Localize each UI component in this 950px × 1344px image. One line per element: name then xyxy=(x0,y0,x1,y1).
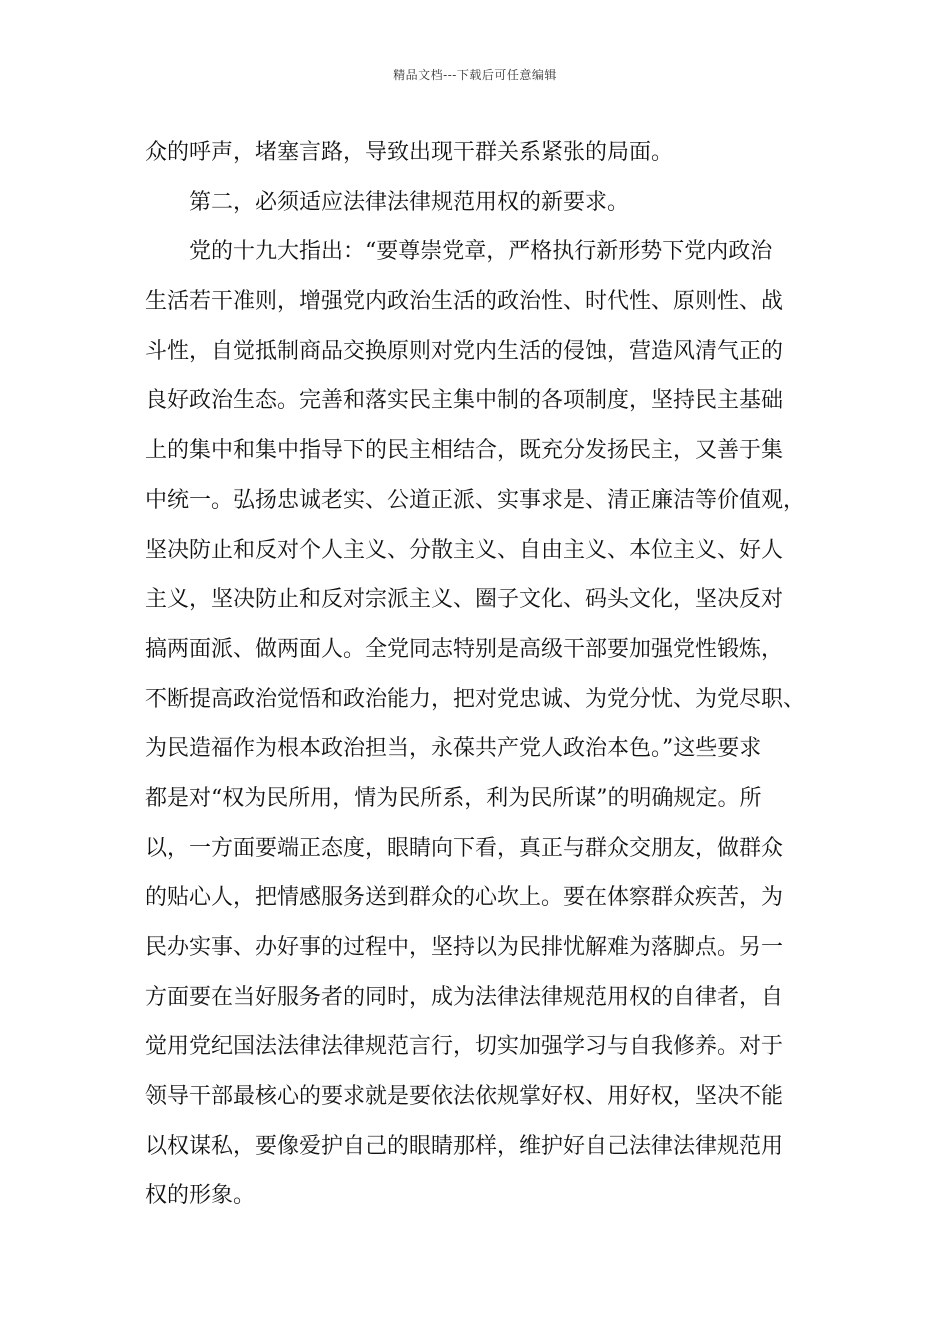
text-line: 中统一。弘扬忠诚老实、公道正派、实事求是、清正廉洁等价值观， xyxy=(145,487,806,513)
text-line: 方面要在当好服务者的同时，成为法律法律规范用权的自律者，自 xyxy=(145,984,784,1010)
text-line: 党的十九大指出：“要尊崇党章，严格执行新形势下党内政治 xyxy=(189,239,773,265)
text-line: 领导干部最核心的要求就是要依法依规掌好权、用好权，坚决不能 xyxy=(145,1084,784,1110)
section-heading: 第二，必须适应法律法律规范用权的新要求。 xyxy=(189,189,630,215)
text-line: 众的呼声，堵塞言路，导致出现干群关系紧张的局面。 xyxy=(145,140,674,165)
page-header: 精品文档---下载后可任意编辑 xyxy=(393,68,557,82)
text-line: 民办实事、办好事的过程中，坚持以为民排忧解难为落脚点。另一 xyxy=(145,935,784,960)
text-line: 觉用党纪国法法律法律规范言行，切实加强学习与自我修养。对于 xyxy=(145,1034,784,1060)
text-line: 都是对“权为民所用，情为民所系，利为民所谋”的明确规定。所 xyxy=(145,785,762,811)
text-line: 主义，坚决防止和反对宗派主义、圈子文化、码头文化，坚决反对 xyxy=(145,587,784,613)
text-line: 以权谋私，要像爱护自己的眼睛那样，维护好自己法律法律规范用 xyxy=(145,1133,784,1159)
text-line: 的贴心人，把情感服务送到群众的心坎上。要在体察群众疾苦，为 xyxy=(145,885,784,911)
text-line: 生活若干准则，增强党内政治生活的政治性、时代性、原则性、战 xyxy=(145,289,784,315)
text-line: 坚决防止和反对个人主义、分散主义、自由主义、本位主义、好人 xyxy=(145,537,784,563)
document-body xyxy=(145,128,825,1221)
text-line: 斗性，自觉抵制商品交换原则对党内生活的侵蚀，营造风清气正的 xyxy=(145,338,784,364)
text-line: 权的形象。 xyxy=(145,1183,256,1209)
text-line: 为民造福作为根本政治担当，永葆共产党人政治本色。”这些要求 xyxy=(145,736,762,762)
text-line: 以，一方面要端正态度，眼睛向下看，真正与群众交朋友，做群众 xyxy=(145,835,784,861)
text-line: 不断提高政治觉悟和政治能力，把对党忠诚、为党分忧、为党尽职、 xyxy=(145,686,806,712)
text-line: 上的集中和集中指导下的民主相结合，既充分发扬民主，又善于集 xyxy=(145,438,784,464)
text-line: 搞两面派、做两面人。全党同志特别是高级干部要加强党性锻炼， xyxy=(145,636,784,662)
text-line: 良好政治生态。完善和落实民主集中制的各项制度，坚持民主基础 xyxy=(145,388,784,414)
